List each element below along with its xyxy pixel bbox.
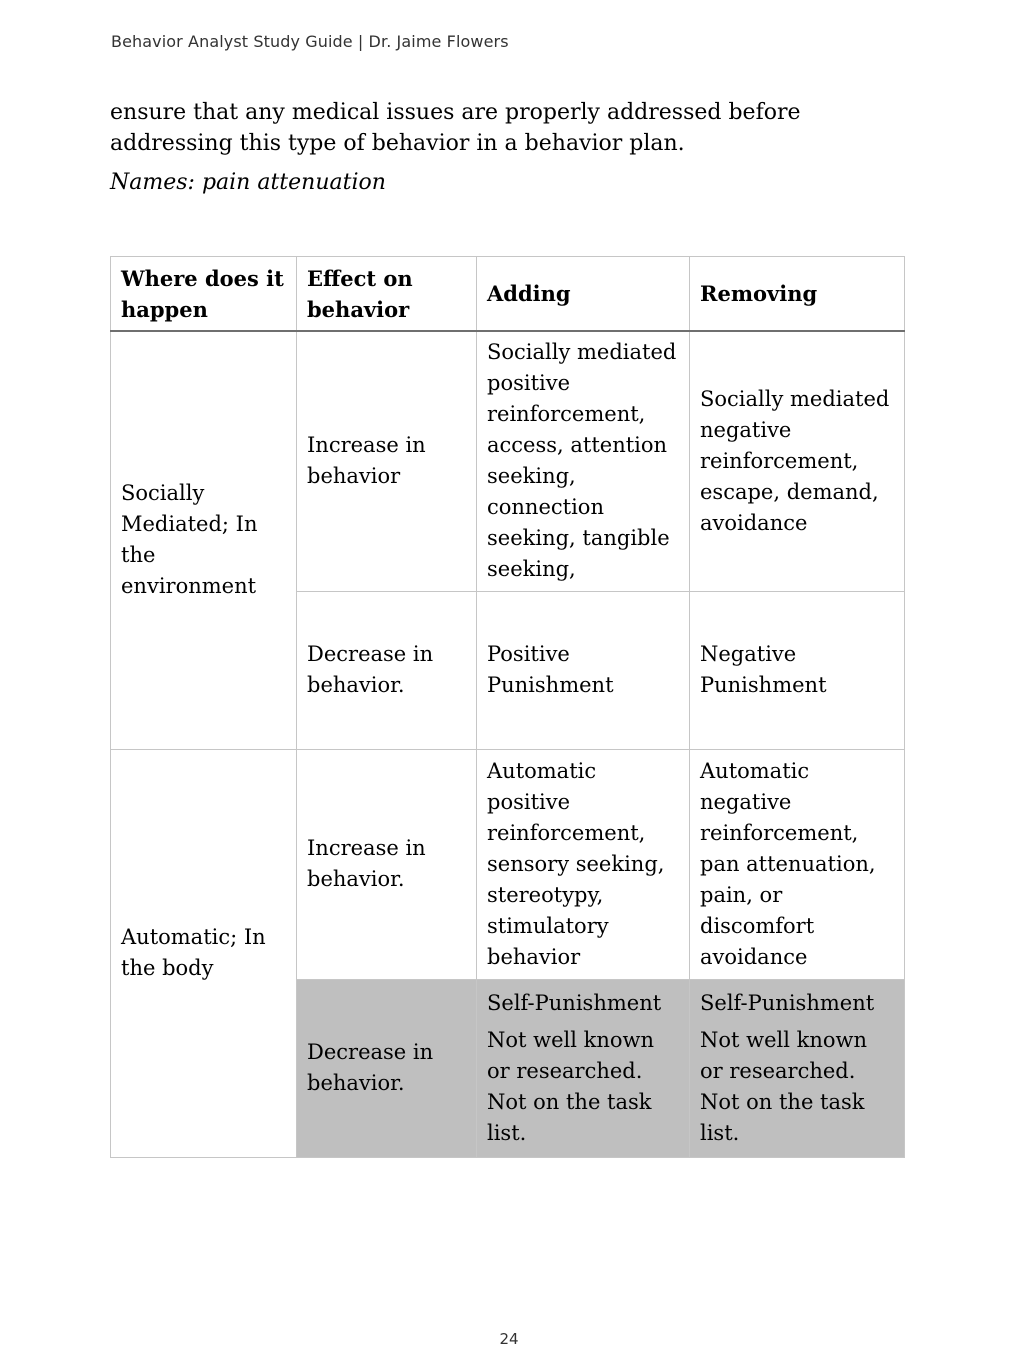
- effect-cell: Decrease in behavior.: [297, 979, 477, 1157]
- table-row: [111, 749, 905, 979]
- adding-cell: Positive Punishment: [477, 591, 690, 749]
- cell-note: Not well known or researched. Not on the task list.: [487, 1027, 655, 1145]
- where-cell-automatic: Automatic; In the body: [111, 749, 297, 1157]
- adding-cell: Automatic positive reinforcement, sensory seeking, stereotypy, stimulatory behavior: [477, 749, 690, 979]
- cell-note: Not well known or researched. Not on the task list.: [700, 1027, 868, 1145]
- header-removing: Removing: [690, 257, 905, 332]
- header-adding: Adding: [477, 257, 690, 332]
- where-cell-social: Socially Mediated; In the environment: [111, 331, 297, 749]
- function-table: [110, 256, 905, 1158]
- effect-cell: Increase in behavior.: [297, 749, 477, 979]
- table-row: [111, 331, 905, 591]
- table-header-row: [111, 257, 905, 332]
- names-line: Names: pain attenuation: [110, 170, 386, 195]
- body-paragraph: ensure that any medical issues are properly addressed before addressing this type of behavior in a behavior plan.: [110, 100, 801, 156]
- removing-cell: Automatic negative reinforcement, pan attenuation, pain, or discomfort avoidance: [690, 749, 905, 979]
- removing-cell: Socially mediated negative reinforcement, escape, demand, avoidance: [690, 331, 905, 591]
- running-header: Behavior Analyst Study Guide | Dr. Jaime Flowers: [111, 32, 509, 51]
- adding-cell: Socially mediated positive reinforcement, access, attention seeking, connection seeking, tangible seeking,: [477, 331, 690, 591]
- cell-title: Self-Punishment: [487, 990, 662, 1015]
- effect-cell: Decrease in behavior.: [297, 591, 477, 749]
- header-where: Where does it happen: [111, 257, 297, 332]
- removing-cell-self-punishment: [690, 979, 905, 1157]
- adding-cell-self-punishment: [477, 979, 690, 1157]
- removing-cell: Negative Punishment: [690, 591, 905, 749]
- page-number: 24: [499, 1330, 519, 1348]
- cell-title: Self-Punishment: [700, 990, 875, 1015]
- effect-cell: Increase in behavior: [297, 331, 477, 591]
- header-effect: Effect on behavior: [297, 257, 477, 332]
